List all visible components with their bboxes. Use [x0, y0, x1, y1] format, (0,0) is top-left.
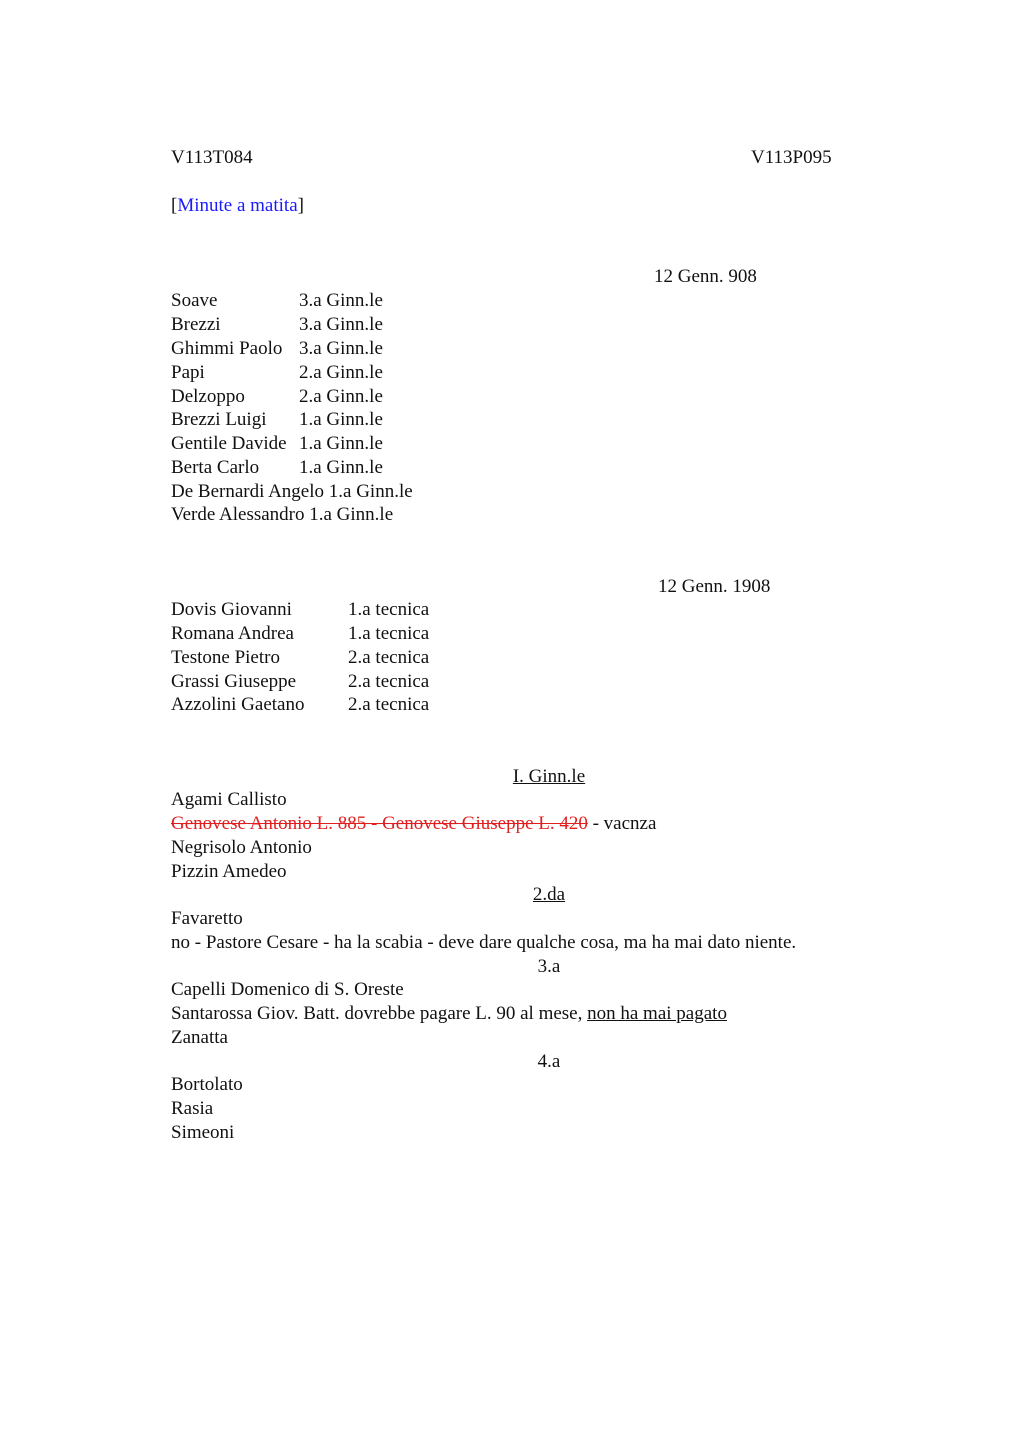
- student-name: Azzolini Gaetano: [171, 694, 305, 715]
- student-class: 3.a Ginn.le: [299, 314, 383, 335]
- student-name: Brezzi Luigi: [171, 409, 267, 430]
- section-line: Favaretto: [171, 908, 243, 929]
- student-class: 2.a Ginn.le: [299, 362, 383, 383]
- list2-date: 12 Genn. 1908: [658, 576, 771, 597]
- student-class: 1.a tecnica: [348, 599, 430, 620]
- list1-extra-line: De Bernardi Angelo 1.a Ginn.le: [171, 481, 413, 502]
- student-class: 2.a tecnica: [348, 694, 430, 715]
- header-left-code: V113T084: [171, 147, 253, 168]
- student-name: Grassi Giuseppe: [171, 671, 297, 692]
- student-class: 3.a Ginn.le: [299, 290, 383, 311]
- section-line: Agami Callisto: [171, 789, 287, 810]
- payment-note: non ha mai pagato: [587, 1003, 727, 1024]
- section-line: no - Pastore Cesare - ha la scabia - deve dare qualche cosa, ma ha mai dato niente.: [171, 932, 797, 953]
- student-name: Soave: [171, 290, 218, 311]
- student-name: Brezzi: [171, 314, 221, 335]
- section-line: Capelli Domenico di S. Oreste: [171, 979, 404, 1000]
- student-class: 1.a Ginn.le: [299, 457, 383, 478]
- student-class: 1.a Ginn.le: [299, 433, 383, 454]
- list1-date: 12 Genn. 908: [654, 266, 757, 287]
- section-heading-first: I. Ginn.le: [512, 766, 586, 787]
- list1-extra-line: Verde Alessandro 1.a Ginn.le: [171, 504, 394, 525]
- section-heading-third: 3.a: [537, 956, 561, 977]
- note-link[interactable]: Minute a matita: [177, 195, 298, 216]
- payment-line: [171, 1002, 727, 1026]
- student-class: 2.a tecnica: [348, 647, 430, 668]
- student-class: 2.a Ginn.le: [299, 386, 383, 407]
- student-name: Testone Pietro: [171, 647, 280, 668]
- pencil-note: [171, 194, 304, 218]
- header-right-code: V113P095: [751, 147, 832, 168]
- student-class: 1.a Ginn.le: [299, 409, 383, 430]
- struck-line: [171, 812, 656, 836]
- note-bracket-close: ]: [297, 195, 304, 216]
- student-name: Gentile Davide: [171, 433, 287, 454]
- student-name: Papi: [171, 362, 205, 383]
- payment-text: Santarossa Giov. Batt. dovrebbe pagare L. 90 al mese,: [171, 1003, 588, 1024]
- section-line: Bortolato: [171, 1074, 243, 1095]
- student-name: Berta Carlo: [171, 457, 260, 478]
- student-class: 2.a tecnica: [348, 671, 430, 692]
- section-line: Rasia: [171, 1098, 214, 1119]
- struck-text: Genovese Antonio L. 885 - Genovese Giuseppe L. 420: [171, 813, 588, 834]
- section-line: Negrisolo Antonio: [171, 837, 312, 858]
- student-name: Delzoppo: [171, 386, 245, 407]
- student-name: Romana Andrea: [171, 623, 294, 644]
- struck-suffix: - vacnza: [587, 813, 657, 834]
- student-name: Dovis Giovanni: [171, 599, 292, 620]
- section-line: Simeoni: [171, 1122, 235, 1143]
- note-bracket-open: [: [171, 195, 178, 216]
- section-line: Zanatta: [171, 1027, 228, 1048]
- section-line: Pizzin Amedeo: [171, 861, 287, 882]
- student-class: 1.a tecnica: [348, 623, 430, 644]
- student-class: 3.a Ginn.le: [299, 338, 383, 359]
- section-heading-second: 2.da: [532, 884, 566, 905]
- student-name: Ghimmi Paolo: [171, 338, 283, 359]
- section-heading-fourth: 4.a: [537, 1051, 561, 1072]
